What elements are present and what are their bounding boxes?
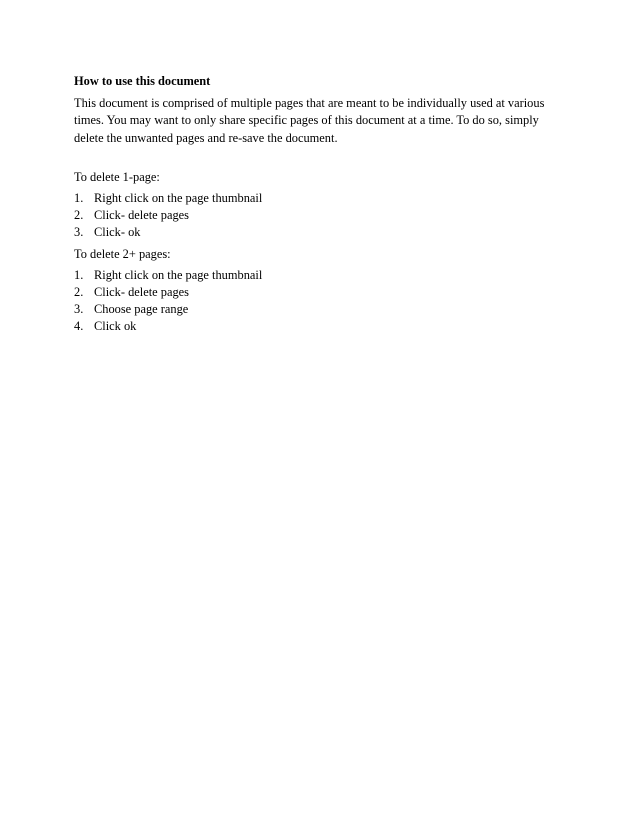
section-label-delete-multiple: To delete 2+ pages: xyxy=(74,246,171,261)
list-number: 1. xyxy=(74,267,84,282)
list-text: Click- ok xyxy=(94,225,141,240)
list-number: 3. xyxy=(74,302,84,317)
intro-paragraph: This document is comprised of multiple pages that are meant to be individually used at various times. You may want to only share specific pages of this document at a time. To do so, simply delete the unwanted pages and re-save the document. xyxy=(74,96,545,145)
paragraph-spacer xyxy=(74,147,564,169)
list-number: 4. xyxy=(74,319,84,334)
list-item xyxy=(74,190,564,207)
list-text: Choose page range xyxy=(94,302,189,317)
list-item xyxy=(74,301,564,318)
document-body xyxy=(74,73,564,340)
section-label-delete-one: To delete 1-page: xyxy=(74,169,160,184)
list-text: Click- delete pages xyxy=(94,208,189,223)
list-number: 2. xyxy=(74,285,84,300)
list-number: 3. xyxy=(74,225,84,240)
list-text: Click ok xyxy=(94,319,137,334)
list-text: Right click on the page thumbnail xyxy=(94,191,263,206)
list-item xyxy=(74,318,564,335)
list-text: Click- delete pages xyxy=(94,285,189,300)
list-item xyxy=(74,267,564,284)
document-heading: How to use this document xyxy=(74,74,211,88)
list-item xyxy=(74,207,564,224)
steps-list-delete-one xyxy=(74,190,564,242)
list-item xyxy=(74,284,564,301)
list-number: 2. xyxy=(74,208,84,223)
list-item xyxy=(74,224,564,241)
steps-list-delete-multiple xyxy=(74,267,564,336)
list-number: 1. xyxy=(74,191,84,206)
list-text: Right click on the page thumbnail xyxy=(94,267,263,282)
